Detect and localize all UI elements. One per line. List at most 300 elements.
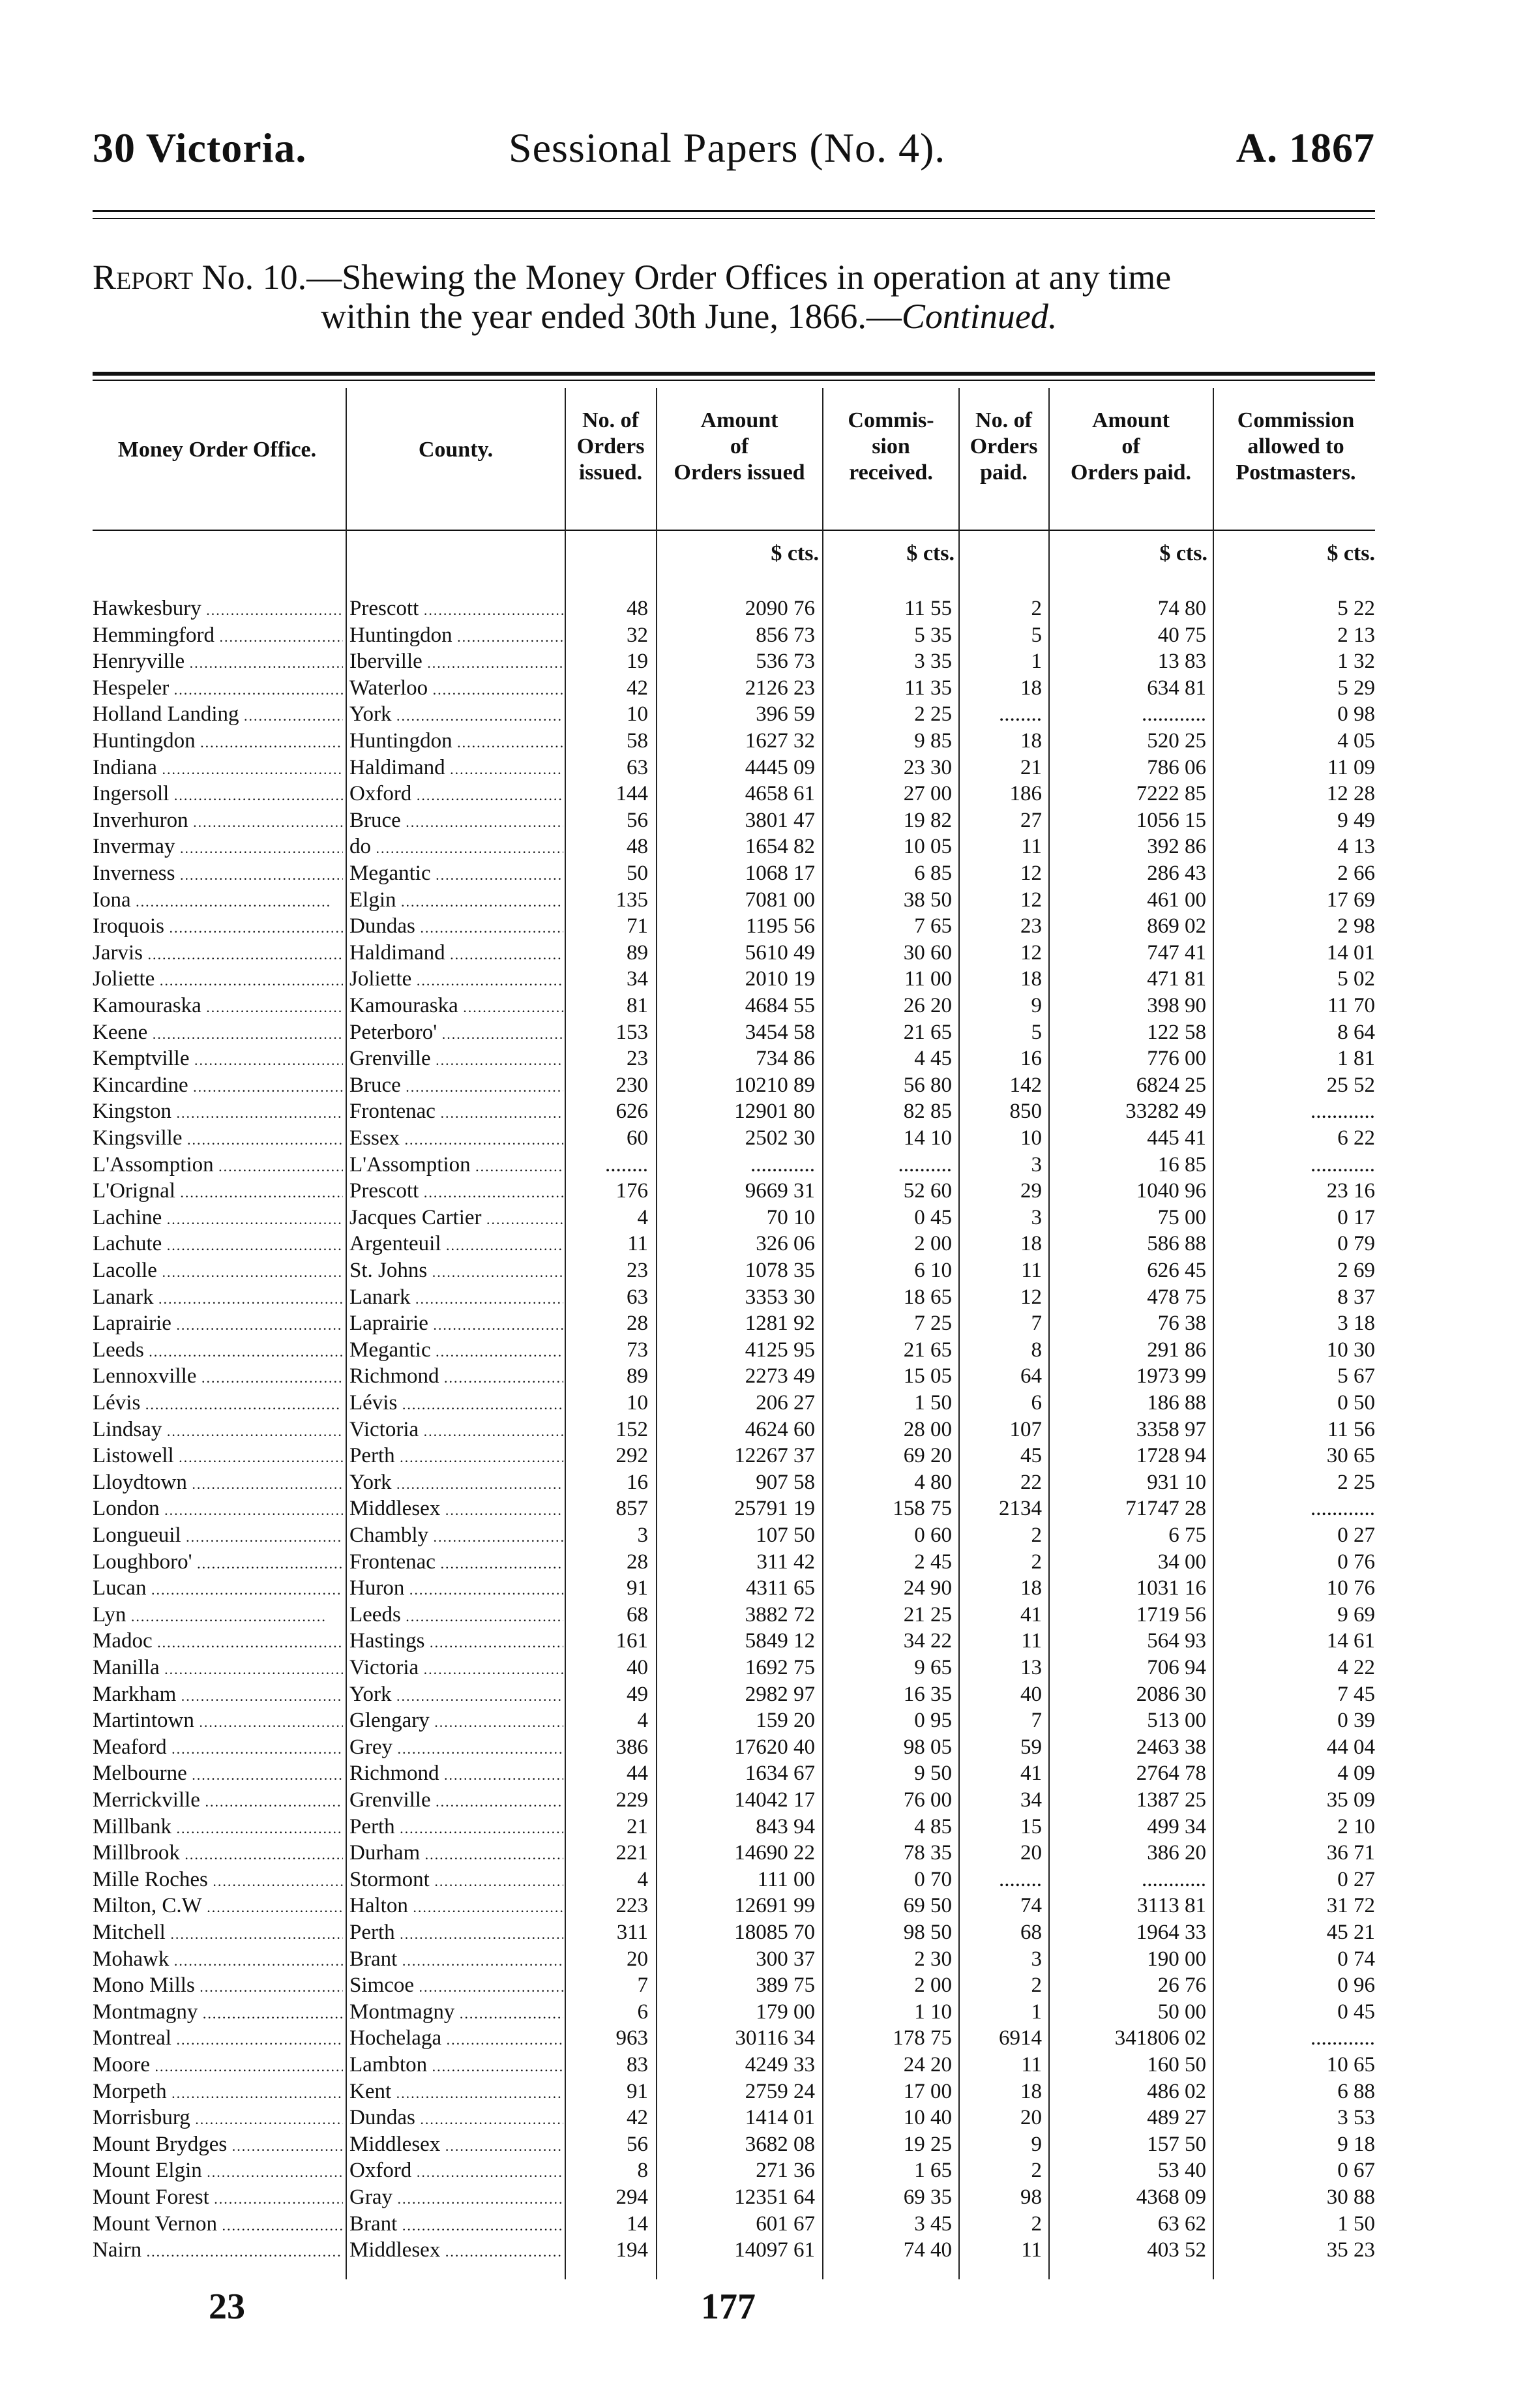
commission-received: 74 40: [903, 2238, 952, 2262]
amount-paid: 341806 02: [1114, 2026, 1206, 2050]
county: L'Assomption .....: [349, 1152, 563, 1180]
h: Orders: [970, 434, 1038, 458]
orders-issued: 161: [615, 1629, 648, 1653]
commission-received: 0 70: [914, 1867, 952, 1891]
orders-paid: 45: [1020, 1444, 1042, 1468]
h: No. of: [975, 408, 1032, 432]
orders-paid: 27: [1020, 808, 1042, 832]
county: Perth .....: [349, 1443, 563, 1471]
orders-paid: 12: [1020, 1285, 1042, 1309]
amount-issued: 17620 40: [734, 1735, 815, 1759]
table-row: [0, 1919, 1540, 1946]
county: Gray .....: [349, 2184, 563, 2212]
orders-issued: ........: [605, 1152, 648, 1177]
table-row: [0, 1019, 1540, 1046]
office-name: Montmagny .....: [93, 1999, 343, 2027]
col-amount-paid: [1051, 408, 1211, 486]
commission-allowed: 0 79: [1337, 1232, 1375, 1256]
commission-allowed: 6 22: [1337, 1126, 1375, 1150]
orders-paid: 6914: [999, 2026, 1042, 2050]
orders-issued: 11: [627, 1232, 648, 1256]
report-title-line1: No. 10.—Shewing the Money Order Offices in operation at any time: [193, 258, 1172, 297]
amount-paid: 1040 96: [1136, 1179, 1206, 1203]
office-name: Huntingdon .....: [93, 728, 343, 756]
commission-received: 11 35: [904, 676, 952, 700]
office-name: Mitchell .....: [93, 1919, 343, 1947]
table-row: [0, 2237, 1540, 2264]
col-commission-received: [824, 408, 958, 486]
county: Haldimand .....: [349, 940, 563, 968]
table-row: [0, 1734, 1540, 1761]
amount-paid: 626 45: [1147, 1259, 1206, 1282]
county: Prescott .....: [349, 595, 563, 623]
office-name: Nairn .....: [93, 2237, 343, 2265]
commission-allowed: 45 21: [1326, 1921, 1375, 1944]
table-row: [0, 940, 1540, 967]
county: Megantic .....: [349, 1337, 563, 1365]
amount-issued: 1281 92: [745, 1312, 815, 1336]
county: Dundas .....: [349, 913, 563, 941]
commission-allowed: 5 29: [1337, 676, 1375, 700]
amount-issued: 4249 33: [745, 2053, 815, 2077]
amount-paid: 1964 33: [1136, 1921, 1206, 1944]
office-name: Mono Mills .....: [93, 1972, 343, 2000]
table-row: [0, 595, 1540, 622]
amount-paid: 7222 85: [1136, 782, 1206, 806]
county: Hochelaga .....: [349, 2025, 563, 2053]
commission-received: 11 00: [904, 967, 952, 991]
amount-issued: ............: [750, 1152, 815, 1177]
orders-issued: 89: [627, 940, 648, 965]
commission-allowed: 11 70: [1327, 994, 1375, 1017]
commission-allowed: 35 23: [1326, 2238, 1375, 2262]
amount-paid: 122 58: [1147, 1020, 1206, 1044]
commission-received: 2 25: [914, 702, 952, 727]
county: Victoria .....: [349, 1655, 563, 1683]
orders-paid: 18: [1020, 1576, 1042, 1600]
col-orders-paid: [960, 408, 1048, 486]
table-row: [0, 1363, 1540, 1390]
commission-received: 30 60: [903, 940, 952, 965]
orders-issued: 44: [627, 1762, 648, 1786]
table-row: [0, 2078, 1540, 2105]
amount-paid: 869 02: [1147, 914, 1206, 938]
table-row: [0, 1893, 1540, 1919]
table-row: [0, 648, 1540, 675]
amount-paid: 478 75: [1147, 1285, 1206, 1309]
table-row: [0, 1045, 1540, 1072]
commission-allowed: 17 69: [1326, 888, 1375, 912]
orders-paid: 21: [1020, 755, 1042, 779]
commission-allowed: 2 98: [1337, 914, 1375, 938]
amount-paid: 160 50: [1147, 2053, 1206, 2077]
table-row: [0, 1072, 1540, 1099]
commission-received: 2 00: [914, 1232, 952, 1256]
amount-paid: 76 38: [1157, 1312, 1206, 1336]
amount-issued: 1414 01: [745, 2106, 815, 2130]
amount-issued: 14097 61: [734, 2238, 815, 2262]
amount-issued: 12901 80: [734, 1100, 815, 1124]
amount-paid: 190 00: [1147, 1947, 1206, 1971]
commission-allowed: 10 65: [1326, 2053, 1375, 2077]
orders-paid: 29: [1020, 1179, 1042, 1203]
county: Grenville .....: [349, 1787, 563, 1815]
header-title: Sessional Papers (No. 4).: [509, 125, 946, 171]
office-name: Joliette .....: [93, 966, 343, 994]
table-row: [0, 860, 1540, 887]
office-name: Iroquois .....: [93, 913, 343, 941]
amount-paid: 2764 78: [1136, 1762, 1206, 1786]
orders-paid: 3: [1031, 1947, 1042, 1971]
commission-allowed: 44 04: [1326, 1735, 1375, 1759]
amount-paid: 71747 28: [1125, 1497, 1206, 1521]
amount-issued: 7081 00: [745, 888, 815, 912]
commission-allowed: 0 45: [1337, 2000, 1375, 2024]
commission-received: 3 45: [914, 2212, 952, 2236]
amount-issued: 2502 30: [745, 1126, 815, 1150]
table-row: [0, 1390, 1540, 1417]
table-row: [0, 1787, 1540, 1814]
commission-received: 2 30: [914, 1947, 952, 1971]
table-row: [0, 1284, 1540, 1311]
amount-issued: 536 73: [756, 650, 815, 674]
office-name: Lachute .....: [93, 1231, 343, 1259]
office-name: Millbank .....: [93, 1814, 343, 1842]
table-row: [0, 1310, 1540, 1337]
orders-paid: 20: [1020, 2106, 1042, 2130]
county: Grenville .....: [349, 1045, 563, 1073]
amount-issued: 1195 56: [745, 914, 815, 938]
orders-paid: 186: [1009, 782, 1042, 806]
office-name: Mount Brydges .....: [93, 2131, 343, 2159]
commission-allowed: 4 05: [1337, 729, 1375, 753]
county: Durham .....: [349, 1840, 563, 1868]
orders-paid: 6: [1031, 1391, 1042, 1415]
table-row: [0, 1972, 1540, 1999]
table-row: [0, 1575, 1540, 1602]
amount-issued: 206 27: [756, 1391, 815, 1415]
orders-issued: 10: [627, 1391, 648, 1415]
office-name: Lévis .....: [93, 1390, 343, 1418]
commission-received: 9 65: [914, 1656, 952, 1679]
amount-issued: 3801 47: [745, 808, 815, 832]
county: Stormont .....: [349, 1867, 563, 1895]
amount-issued: 4125 95: [745, 1338, 815, 1362]
orders-issued: 19: [627, 650, 648, 674]
orders-paid: 2134: [999, 1497, 1042, 1521]
orders-paid: 8: [1031, 1338, 1042, 1362]
office-name: Ingersoll .....: [93, 781, 343, 809]
amount-paid: 747 41: [1147, 940, 1206, 965]
county: Lanark .....: [349, 1284, 563, 1312]
county: York .....: [349, 1469, 563, 1497]
office-name: Mille Roches .....: [93, 1867, 343, 1895]
commission-received: 56 80: [903, 1073, 952, 1097]
commission-allowed: 9 49: [1337, 808, 1375, 832]
orders-paid: 2: [1031, 2159, 1042, 2183]
amount-paid: 2086 30: [1136, 1682, 1206, 1706]
h: sion: [872, 434, 910, 458]
amount-issued: 12267 37: [734, 1444, 815, 1468]
office-name: Merrickville .....: [93, 1787, 343, 1815]
orders-paid: 41: [1020, 1762, 1042, 1786]
table-row: [0, 1257, 1540, 1284]
orders-issued: 42: [627, 676, 648, 700]
orders-paid: 18: [1020, 967, 1042, 991]
table-top-rule-2: [93, 380, 1375, 381]
commission-allowed: 0 76: [1337, 1550, 1375, 1574]
orders-paid: 18: [1020, 729, 1042, 753]
table-row: [0, 2052, 1540, 2078]
unit-commission-received: $ cts.: [906, 541, 955, 565]
commission-received: 11 55: [904, 597, 952, 620]
orders-issued: 21: [627, 1814, 648, 1838]
commission-received: 10 40: [903, 2106, 952, 2130]
table-row: [0, 1417, 1540, 1443]
amount-issued: 389 75: [756, 1973, 815, 1998]
unit-amount-issued: $ cts.: [771, 541, 819, 565]
orders-paid: 18: [1020, 2079, 1042, 2103]
table-top-rule: [93, 372, 1375, 376]
h: Orders issued: [674, 460, 805, 485]
county: Bruce .....: [349, 1072, 563, 1100]
amount-paid: 471 81: [1147, 967, 1206, 991]
orders-issued: 294: [615, 2185, 648, 2209]
amount-issued: 2126 23: [745, 676, 815, 700]
office-name: Mount Elgin .....: [93, 2157, 343, 2185]
county: Iberville .....: [349, 648, 563, 676]
amount-paid: 74 80: [1157, 597, 1206, 620]
commission-allowed: 11 56: [1327, 1417, 1375, 1441]
orders-issued: 48: [627, 835, 648, 859]
commission-received: 82 85: [903, 1100, 952, 1124]
amount-paid: 6824 25: [1136, 1073, 1206, 1097]
office-name: Kemptville .....: [93, 1045, 343, 1073]
report-title: [93, 258, 1375, 336]
amount-paid: 286 43: [1147, 862, 1206, 885]
amount-issued: 179 00: [756, 2000, 815, 2024]
orders-issued: 89: [627, 1364, 648, 1388]
report-continued: Continued.: [901, 297, 1058, 336]
commission-received: 21 65: [903, 1020, 952, 1044]
table-row: [0, 1681, 1540, 1708]
orders-issued: 23: [627, 1047, 648, 1071]
office-name: Moore .....: [93, 2052, 343, 2080]
orders-paid: 11: [1021, 2053, 1042, 2077]
commission-received: 76 00: [903, 1788, 952, 1812]
commission-allowed: 0 74: [1337, 1947, 1375, 1971]
county: Peterboro' .....: [349, 1019, 563, 1047]
county: Perth .....: [349, 1919, 563, 1947]
commission-received: 34 22: [903, 1629, 952, 1653]
commission-received: 6 10: [914, 1259, 952, 1282]
commission-allowed: ............: [1310, 1100, 1375, 1124]
orders-issued: 144: [615, 782, 648, 806]
amount-paid: 3358 97: [1136, 1417, 1206, 1441]
orders-paid: 74: [1020, 1894, 1042, 1918]
col-office: Money Order Office.: [117, 438, 317, 462]
amount-issued: 271 36: [756, 2159, 815, 2183]
orders-issued: 42: [627, 2106, 648, 2130]
orders-paid: 850: [1009, 1100, 1042, 1124]
amount-paid: 75 00: [1157, 1205, 1206, 1229]
amount-paid: 16 85: [1157, 1152, 1206, 1177]
county: Huntingdon .....: [349, 622, 563, 650]
amount-issued: 9669 31: [745, 1179, 815, 1203]
amount-issued: 601 67: [756, 2212, 815, 2236]
county: Huron .....: [349, 1575, 563, 1603]
county: Laprairie .....: [349, 1310, 563, 1338]
commission-allowed: 0 17: [1337, 1205, 1375, 1229]
commission-received: 69 20: [903, 1444, 952, 1468]
orders-issued: 7: [637, 1973, 648, 1998]
commission-allowed: 4 22: [1337, 1656, 1375, 1679]
county: Victoria .....: [349, 1417, 563, 1445]
commission-received: 2 00: [914, 1973, 952, 1998]
amount-issued: 856 73: [756, 623, 815, 647]
col-county: County.: [418, 438, 494, 462]
office-name: Inverness .....: [93, 860, 343, 888]
commission-allowed: 14 01: [1326, 940, 1375, 965]
commission-allowed: 2 69: [1337, 1259, 1375, 1282]
amount-issued: 300 37: [756, 1947, 815, 1971]
amount-paid: 53 40: [1157, 2159, 1206, 2183]
commission-allowed: 5 22: [1337, 597, 1375, 620]
amount-paid: 186 88: [1147, 1391, 1206, 1415]
county: Essex .....: [349, 1125, 563, 1153]
h: of: [730, 434, 749, 458]
orders-issued: 50: [627, 862, 648, 885]
commission-received: 2 45: [914, 1550, 952, 1574]
amount-paid: ............: [1142, 702, 1206, 727]
county: Middlesex .....: [349, 2131, 563, 2159]
amount-issued: 1654 82: [745, 835, 815, 859]
table-row: [0, 1760, 1540, 1787]
amount-paid: 634 81: [1147, 676, 1206, 700]
office-name: Holland Landing .....: [93, 701, 343, 729]
commission-allowed: 10 76: [1326, 1576, 1375, 1600]
table-row: [0, 1337, 1540, 1364]
orders-paid: 3: [1031, 1205, 1042, 1229]
office-name: Hawkesbury .....: [93, 595, 343, 623]
table-row: [0, 2025, 1540, 2052]
commission-received: 4 45: [914, 1047, 952, 1071]
county: Prescott .....: [349, 1178, 563, 1206]
commission-allowed: 1 50: [1337, 2212, 1375, 2236]
h: Amount: [700, 408, 778, 432]
orders-issued: 153: [615, 1020, 648, 1044]
office-name: Lucan .....: [93, 1575, 343, 1603]
commission-received: 1 65: [914, 2159, 952, 2183]
commission-received: 158 75: [893, 1497, 952, 1521]
orders-paid: 11: [1021, 1259, 1042, 1282]
commission-allowed: 0 39: [1337, 1709, 1375, 1733]
commission-allowed: 2 25: [1337, 1470, 1375, 1494]
office-name: Leeds .....: [93, 1337, 343, 1365]
office-name: Inverhuron .....: [93, 807, 343, 835]
amount-paid: 13 83: [1157, 650, 1206, 674]
commission-allowed: 0 50: [1337, 1391, 1375, 1415]
table-row: [0, 1443, 1540, 1469]
amount-issued: 734 86: [756, 1047, 815, 1071]
commission-allowed: 0 67: [1337, 2159, 1375, 2183]
office-name: Lindsay .....: [93, 1417, 343, 1445]
office-name: Martintown .....: [93, 1707, 343, 1735]
amount-issued: 3454 58: [745, 1020, 815, 1044]
commission-received: 24 20: [903, 2053, 952, 2077]
amount-issued: 4445 09: [745, 755, 815, 779]
county: Perth .....: [349, 1814, 563, 1842]
office-name: L'Orignal .....: [93, 1178, 343, 1206]
orders-issued: 56: [627, 2132, 648, 2156]
office-name: Lyn .....: [93, 1602, 343, 1630]
orders-issued: 963: [615, 2026, 648, 2050]
h: Orders: [576, 434, 645, 458]
office-name: Iona .....: [93, 887, 343, 915]
unit-commission-allowed: $ cts.: [1327, 541, 1375, 565]
county: Jacques Cartier .....: [349, 1205, 563, 1233]
h: of: [1121, 434, 1140, 458]
office-name: Milton, C.W .....: [93, 1893, 343, 1921]
office-name: Lloydtown .....: [93, 1469, 343, 1497]
orders-issued: 58: [627, 729, 648, 753]
commission-allowed: 1 32: [1337, 650, 1375, 674]
commission-allowed: 8 64: [1337, 1020, 1375, 1044]
office-name: Lanark .....: [93, 1284, 343, 1312]
commission-received: 5 35: [914, 623, 952, 647]
amount-paid: 392 86: [1147, 835, 1206, 859]
orders-issued: 91: [627, 2079, 648, 2103]
table-row: [0, 1098, 1540, 1125]
county: Joliette .....: [349, 966, 563, 994]
commission-allowed: 9 18: [1337, 2132, 1375, 2156]
office-name: Manilla .....: [93, 1655, 343, 1683]
orders-paid: 64: [1020, 1364, 1042, 1388]
commission-allowed: 5 67: [1337, 1364, 1375, 1388]
orders-paid: 34: [1020, 1788, 1042, 1812]
commission-received: 0 95: [914, 1709, 952, 1733]
commission-allowed: 1 81: [1337, 1047, 1375, 1071]
orders-paid: 1: [1031, 2000, 1042, 2024]
county: Oxford .....: [349, 2157, 563, 2185]
table-row: [0, 2157, 1540, 2184]
page-number: 177: [701, 2287, 756, 2327]
commission-received: 98 50: [903, 1921, 952, 1944]
county: Dundas .....: [349, 2105, 563, 2133]
commission-received: 18 65: [903, 1285, 952, 1309]
amount-issued: 396 59: [756, 702, 815, 727]
orders-issued: 152: [615, 1417, 648, 1441]
commission-allowed: ............: [1310, 1152, 1375, 1177]
orders-paid: 2: [1031, 1973, 1042, 1998]
table-row: [0, 1549, 1540, 1576]
table-row: [0, 1946, 1540, 1973]
amount-issued: 14042 17: [734, 1788, 815, 1812]
commission-allowed: 6 88: [1337, 2079, 1375, 2103]
orders-paid: 18: [1020, 676, 1042, 700]
amount-issued: 12351 64: [734, 2185, 815, 2209]
county: do .....: [349, 833, 563, 862]
county: Waterloo .....: [349, 675, 563, 703]
report-title-line2: within the year ended 30th June, 1866.—: [321, 297, 902, 336]
office-name: Kingsville .....: [93, 1125, 343, 1153]
office-name: Melbourne .....: [93, 1760, 343, 1788]
commission-allowed: 30 65: [1326, 1444, 1375, 1468]
county: Kamouraska .....: [349, 993, 563, 1021]
table-row: [0, 781, 1540, 807]
amount-paid: 489 27: [1147, 2106, 1206, 2130]
amount-paid: 499 34: [1147, 1814, 1206, 1838]
